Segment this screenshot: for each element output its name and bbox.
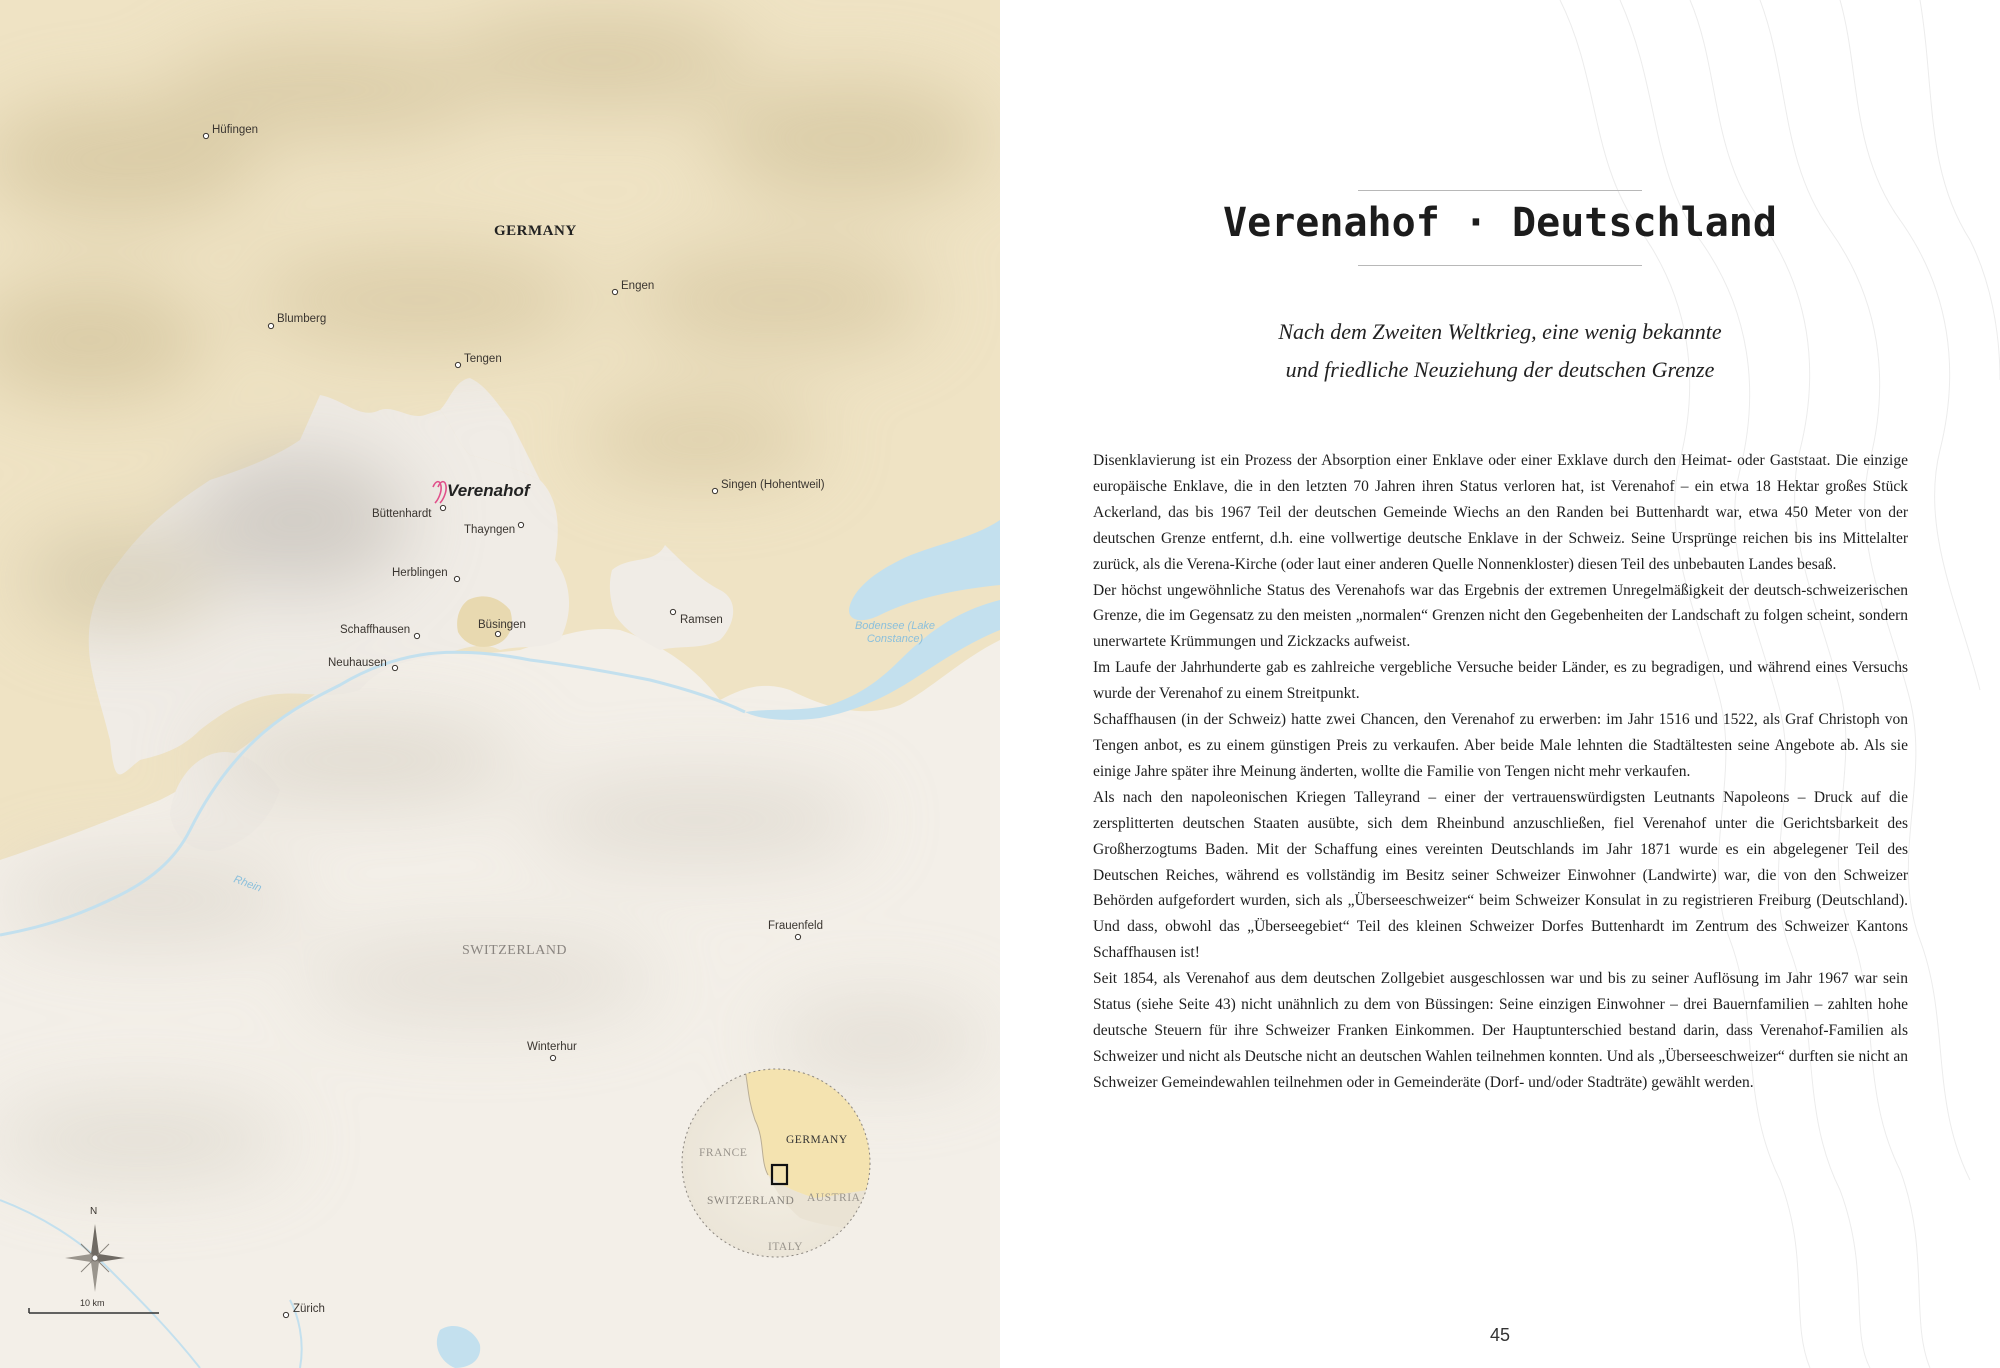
- paragraph: Als nach den napoleonischen Kriegen Talleyrand – einer der vertrauenswürdigsten Leutnants Napoleons – Druck auf die zersplitterten deutschen Staaten ausübte, sich dem Rheinbund anzuschließen, fiel Verenahof unter die Gerichtsbarkeit des Großherzogtums Baden. Mit der Schaffung eines vereinten Deutschlands im Jahr 1871 wurde es ein abgelegener Teil des Deutschen Reiches, während es vollständig im Besitz seiner Schweizer Einwohner (Landwirte) war, die von den Schweizer Behörden aufgefordert wurden, sich als „Überseeschweizer“ beim Schweizer Konsulat in zu registrieren Freiburg (Deutschland). Und dass, obwohl das „Überseegebiet“ Teil des kleinen Schweizer Dorfes Buttenhardt im Zentrum des Schweizer Kantons Schaffhausen ist!: [1093, 788, 1908, 962]
- inset-label-switzerland: SWITZERLAND: [707, 1195, 795, 1207]
- town-zurich: Zürich: [293, 1303, 325, 1315]
- page-number: 45: [1489, 1325, 1511, 1345]
- inset-label-france: FRANCE: [699, 1147, 748, 1159]
- label-germany: GERMANY: [494, 223, 577, 239]
- compass-north-label: N: [90, 1206, 98, 1217]
- paragraph: Disenklavierung ist ein Prozess der Absorption einer Enklave oder einer Exklave durch den Heimat- oder Gaststaat. Die einzige europäische Enklave, die in den letzten 70 Jahren ihren Status verloren hat, ist Verenahof – ein etwa 18 Hektar großes Stück Ackerland, das bis 1967 Teil der deutschen Gemeinde Wiechs an den Randen bei Buttenhardt war, etwa 450 Meter von der deutschen Grenze entfernt, d.h. eine vollwertige deutsche Enklave in der Schweiz. Seine Ursprünge reichen bis ins Mittelalter zurück, als die Verena-Kirche (oder laut einer anderen Quelle Nonnenkloster) diesen Teil des unbebauten Landes besaß.: [1093, 452, 1908, 573]
- paragraph: Im Laufe der Jahrhunderte gab es zahlreiche vergebliche Versuche beider Länder, es zu begradigen, und während eines Versuchs wurde der Verenahof zu einem Streitpunkt.: [1093, 659, 1908, 703]
- subtitle-line-1: Nach dem Zweiten Weltkrieg, eine wenig bekannte: [1278, 319, 1722, 344]
- town-hufingen: Hüfingen: [212, 124, 259, 136]
- town-thayngen: Thayngen: [464, 524, 516, 536]
- town-schaffhausen: Schaffhausen: [340, 624, 411, 636]
- town-neuhausen: Neuhausen: [328, 657, 387, 669]
- inset-label-germany: GERMANY: [786, 1134, 848, 1146]
- town-tengen: Tengen: [464, 353, 502, 365]
- town-ramsen: Ramsen: [680, 614, 723, 626]
- town-busingen: Büsingen: [478, 619, 526, 631]
- label-rhine: Rhein: [231, 873, 264, 895]
- paragraph: Der höchst ungewöhnliche Status des Verenahofs war das Ergebnis der extremen Unregelmäßigkeit der deutsch-schweizerischen Grenze, die im Gegensatz zu den meisten „normalen“ Grenzen nicht den Gegebenheiten der Landschaft zu folgen scheint, sondern unerwartete Krümmungen und Zickzacks aufweist.: [1093, 581, 1908, 651]
- town-winterhur: Winterhur: [527, 1041, 577, 1053]
- inset-locator-map: [682, 1069, 870, 1257]
- town-frauenfeld: Frauenfeld: [768, 920, 823, 932]
- inset-label-italy: ITALY: [768, 1241, 803, 1253]
- paragraph: Seit 1854, als Verenahof aus dem deutschen Zollgebiet ausgeschlossen war und bis zu seiner Auflösung im Jahr 1967 war sein Status (siehe Seite 43) nicht unähnlich zu dem von Büssingen: Seine einzigen Einwohner – drei Bauernfamilien – zahlten hohe deutsche Steuern für ihre Schweizer Franken Einkommen. Der Hauptunterschied bestand darin, dass Verenahof-Familien als Schweizer und nicht als Deutsche nicht an deutschen Wahlen teilnehmen konnten. Und als „Überseeschweizer“ durften sie nicht an Schweizer Gemeindewahlen teilnehmen oder in Gemeinderäte (Dorf- und/oder Stadträte) gewählt werden.: [1093, 970, 1908, 1091]
- town-herblingen: Herblingen: [392, 567, 448, 579]
- town-blumberg: Blumberg: [277, 313, 327, 325]
- label-lake-constance: Bodensee (Lake Constance): [854, 620, 936, 645]
- title-rule-top: [1358, 190, 1642, 191]
- inset-label-austria: AUSTRIA: [807, 1192, 861, 1204]
- town-singen: Singen (Hohentweil): [721, 479, 825, 491]
- scale-label: 10 km: [80, 1298, 105, 1308]
- subtitle-line-2: und friedliche Neuziehung der deutschen Grenze: [1285, 357, 1715, 382]
- body-text: [1093, 448, 1908, 1096]
- text-page: [1000, 0, 2000, 1368]
- paragraph: Schaffhausen (in der Schweiz) hatte zwei Chancen, den Verenahof zu erwerben: im Jahr 1516 und 1522, als Graf Christoph von Tengen anbot, es zu einem günstigen Preis zu verkaufen. Aber beide Male lehnten die Stadtältesten seine Angebote ab. Als sie einige Jahre später ihre Meinung änderten, wollte die Familie von Tengen nicht mehr verkaufen.: [1093, 711, 1908, 780]
- town-engen: Engen: [621, 280, 655, 292]
- title-rule-bottom: [1358, 265, 1642, 266]
- page-subtitle: [1150, 313, 1850, 389]
- label-verenahof: Verenahof: [447, 481, 530, 500]
- label-switzerland: SWITZERLAND: [462, 943, 568, 958]
- page-title: Verenahof · Deutschland: [1223, 200, 1777, 246]
- town-buttenhardt: Büttenhardt: [372, 508, 432, 520]
